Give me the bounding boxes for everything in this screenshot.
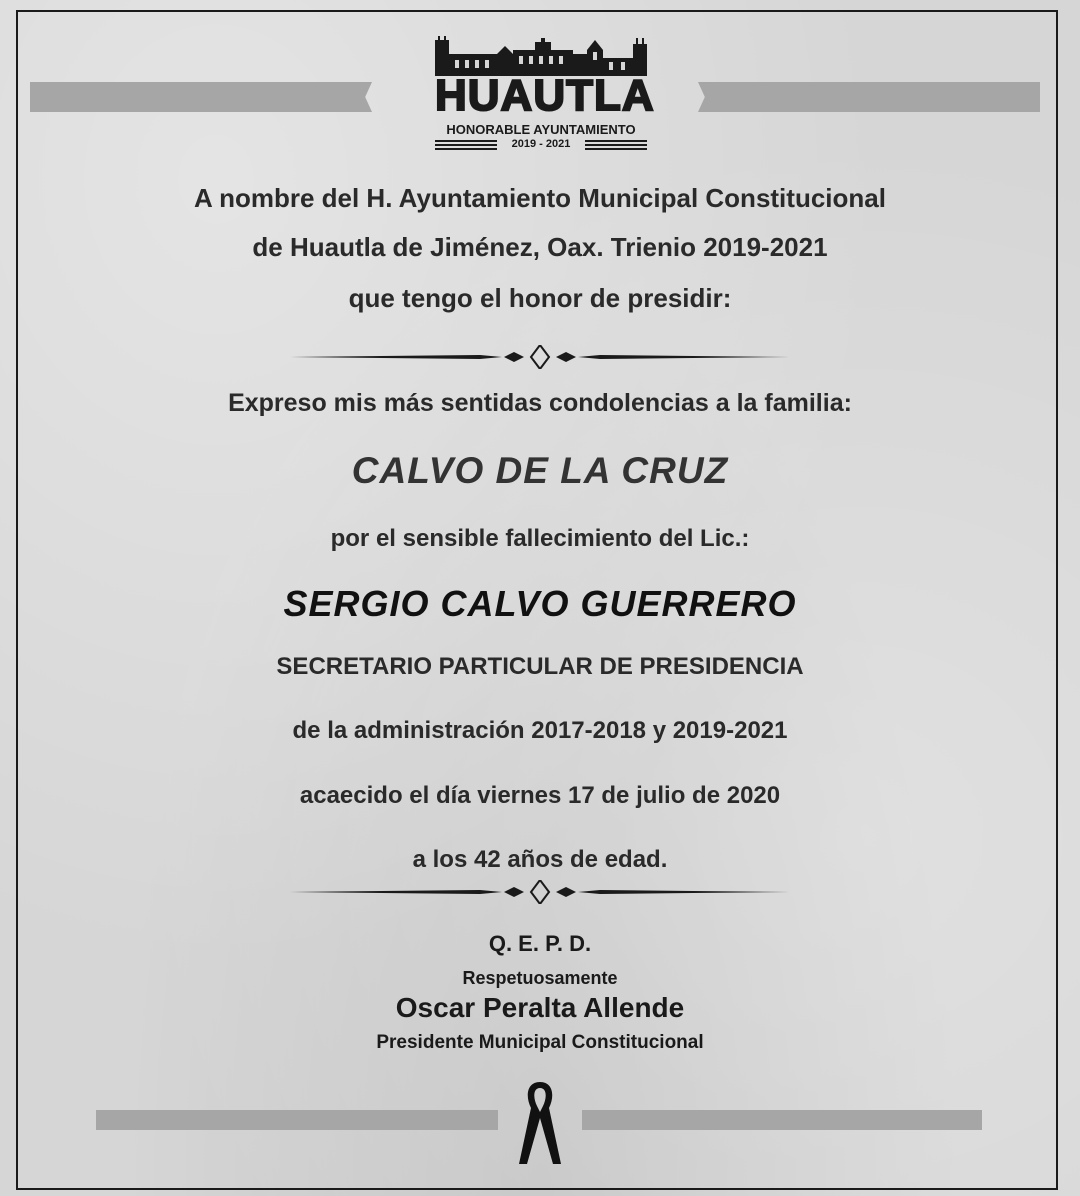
intro-line-2: de Huautla de Jiménez, Oax. Trienio 2019-2021 [252, 232, 828, 262]
deceased-name: SERGIO CALVO GUERRERO [283, 583, 797, 624]
divider-ornament-icon [290, 345, 790, 369]
municipal-building-icon [435, 36, 647, 76]
logo-title: HUAUTLA [435, 71, 655, 120]
huautla-logo [435, 36, 655, 154]
condolence-line: Expreso mis más sentidas condolencias a la familia: [228, 389, 852, 417]
intro-line-3: que tengo el honor de presidir: [348, 283, 732, 313]
qepd-text: Q. E. P. D. [488, 931, 592, 956]
reason-line: por el sensible fallecimiento del Lic.: [330, 525, 750, 552]
intro-line-1: A nombre del H. Ayuntamiento Municipal Constitucional [194, 183, 886, 213]
family-name: CALVO DE LA CRUZ [351, 450, 729, 491]
regards-text: Respetuosamente [462, 968, 618, 988]
header-bar-left [30, 82, 372, 112]
footer-bar-left [96, 1110, 498, 1130]
age-line: a los 42 años de edad. [412, 846, 668, 873]
divider-ornament-icon [290, 880, 790, 904]
position-line: SECRETARIO PARTICULAR DE PRESIDENCIA [276, 653, 804, 680]
logo-years: 2019 - 2021 [511, 138, 571, 150]
signer-role: Presidente Municipal Constitucional [376, 1032, 704, 1053]
header-bar-right [698, 82, 1040, 112]
logo-subtitle: HONORABLE AYUNTAMIENTO [446, 122, 636, 137]
administration-line: de la administración 2017-2018 y 2019-2021 [292, 717, 788, 744]
footer-bar-right [582, 1110, 982, 1130]
mourning-ribbon-icon [515, 1078, 565, 1168]
date-line: acaecido el día viernes 17 de julio de 2020 [299, 782, 781, 809]
signer-name: Oscar Peralta Allende [395, 992, 685, 1023]
